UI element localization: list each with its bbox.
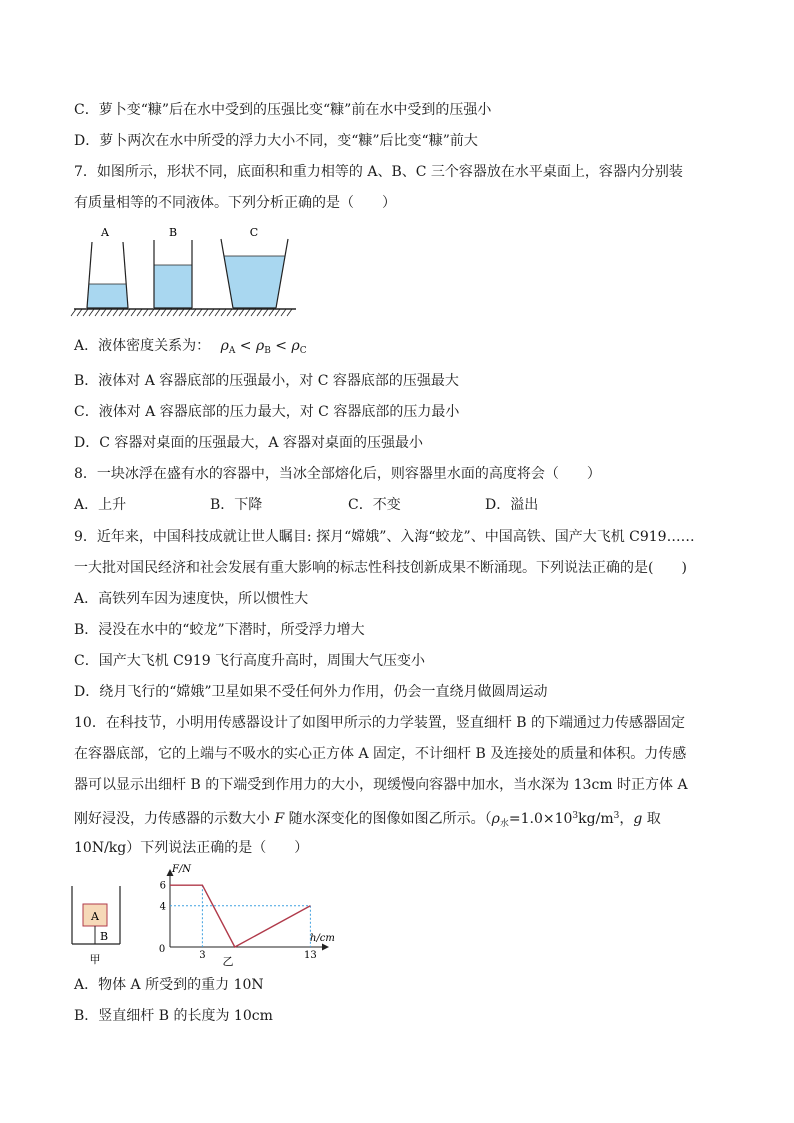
- q7-containers-figure: [70, 222, 300, 318]
- cube-a-label: A: [91, 910, 99, 923]
- q9-option-c: C．国产大飞机 C919 飞行高度升高时，周围大气压变小: [74, 653, 426, 669]
- q10-figure-jia: [68, 882, 128, 968]
- q7-option-a: A．液体密度关系为： $\rho_A < \rho_B < \rho_C$: [74, 338, 307, 356]
- q10-stem-line2: 在容器底部，它的上端与不吸水的实心正方体 A 固定，不计细杆 B 及连接处的质量和体积。力传感: [74, 746, 687, 762]
- q8-option-d: D．溢出: [485, 497, 539, 513]
- graph-marks: [160, 881, 317, 961]
- x-tick-label: 13: [304, 950, 317, 961]
- q10-stem-line3: 器可以显示出细杆 B 的下端受到作用力的大小，现缓慢向容器中加水，当水深为 13cm 时正方体 A: [74, 777, 688, 793]
- q10-option-a: A．物体 A 所受到的重力 10N: [74, 977, 264, 993]
- q10-stem-line5: 10N/kg）下列说法正确的是（ ）: [74, 840, 309, 856]
- q7-option-c: C．液体对 A 容器底部的压力最大，对 C 容器底部的压力最小: [74, 404, 460, 420]
- container-a-label: A: [101, 226, 109, 239]
- container-c-water: [224, 256, 285, 308]
- q7-stem-line1: 7．如图所示，形状不同，底面积和重力相等的 A、B、C 三个容器放在水平桌面上，容器内分别装: [74, 164, 683, 180]
- f-h-series-line: [170, 885, 310, 947]
- q9-stem-line2: 一大批对国民经济和社会发展有重大影响的标志性科技创新成果不断涌现。下列说法正确的是( ): [74, 560, 687, 576]
- figure-jia-caption: 甲: [89, 953, 101, 966]
- container-b-water: [154, 265, 192, 308]
- q9-option-a: A．高铁列车因为速度快，所以惯性大: [74, 591, 309, 607]
- q8-option-c: C．不变: [348, 497, 401, 513]
- q10-figure-yi-graph: [150, 862, 340, 972]
- q7-option-d: D．C 容器对桌面的压强最大，A 容器对桌面的压强最小: [74, 435, 423, 451]
- x-axis-label: h/cm: [310, 933, 335, 944]
- q8-option-b: B．下降: [210, 497, 263, 513]
- container-b-label: B: [168, 226, 178, 239]
- container-a-water: [87, 284, 128, 308]
- figure-yi-caption: 乙: [222, 955, 234, 968]
- q9-option-d: D．绕月飞行的“嫦娥”卫星如果不受任何外力作用，仍会一直绕月做圆周运动: [74, 684, 548, 700]
- y-tick-label: 4: [159, 901, 166, 913]
- q10-option-b: B．竖直细杆 B 的长度为 10cm: [74, 1008, 273, 1024]
- q9-stem-line1: 9．近年来，中国科技成就让世人瞩目: 探月“嫦娥”、入海“蛟龙”、中国高铁、国产大飞机 C919……: [74, 529, 695, 545]
- table-hatching: [71, 309, 292, 316]
- y-axis-label: F/N: [172, 864, 192, 875]
- q8-option-a: A．上升: [74, 497, 127, 513]
- q10-stem-line4: 刚好浸没，力传感器的示数大小 F 随水深变化的图像如图乙所示。（$\rho_水=1.0\times 10^3kg/m^3$，g 取: [74, 811, 661, 829]
- q8-stem: 8．一块冰浮在盛有水的容器中，当冰全部熔化后，则容器里水面的高度将会（ ）: [74, 466, 601, 482]
- x-tick-label: 3: [199, 950, 206, 961]
- rod-b-label: B: [100, 930, 109, 943]
- q10-stem-line1: 10．在科技节，小明用传感器设计了如图甲所示的力学装置，竖直细杆 B 的下端通过力传感器固定: [74, 715, 686, 731]
- q9-option-b: B．浸没在水中的“蛟龙”下潜时，所受浮力增大: [74, 622, 365, 638]
- container-c-label: C: [249, 226, 259, 239]
- q8-options: [74, 495, 634, 515]
- origin-label: 0: [158, 944, 166, 955]
- y-tick-label: 6: [159, 880, 166, 892]
- q6-option-c: C．萝卜变“糠”后在水中受到的压强比变“糠”前在水中受到的压强小: [74, 102, 492, 118]
- q6-option-d: D．萝卜两次在水中所受的浮力大小不同，变“糠”后比变“糠”前大: [74, 133, 478, 149]
- q7-stem-line2: 有质量相等的不同液体。下列分析正确的是（ ）: [74, 195, 396, 211]
- q7-option-b: B．液体对 A 容器底部的压强最小，对 C 容器底部的压强最大: [74, 373, 459, 389]
